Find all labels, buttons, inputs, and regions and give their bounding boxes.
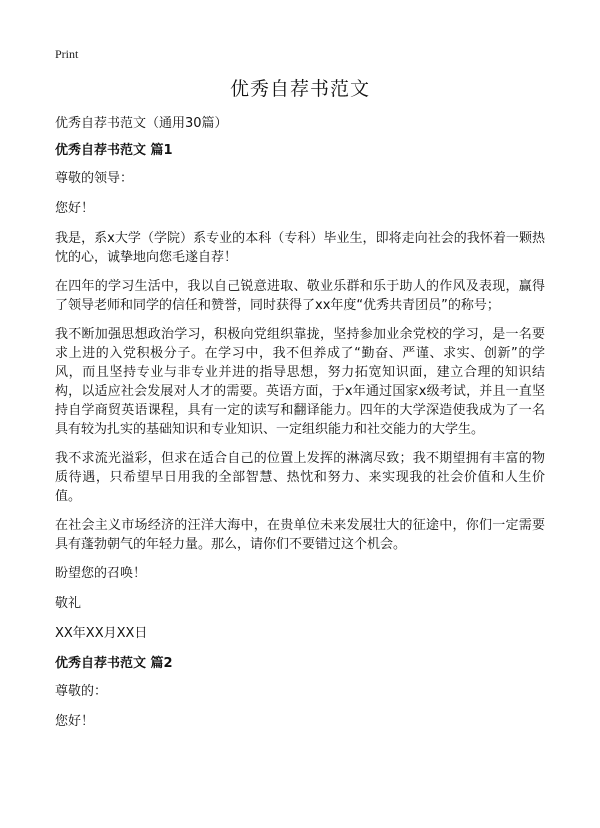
paragraph: 在社会主义市场经济的汪洋大海中，在贵单位未来发展壮大的征途中，你们一定需要具有蓬勃朝气的年轻力量。那么，请你们不要错过这个机会。 [55, 518, 545, 552]
paragraph: 在四年的学习生活中，我以自己锐意进取、敬业乐群和乐于助人的作风及表现，赢得了领导老师和同学的信任和赞誉，同时获得了xx年度“优秀共青团员”的称号； [55, 279, 545, 313]
print-link[interactable]: Print [55, 47, 79, 61]
section-heading: 优秀自荐书范文 篇2 [55, 656, 173, 671]
paragraph: 我不求流光溢彩，但求在适合自己的位置上发挥的淋漓尽致；我不期望拥有丰富的物质待遇，只希望早日用我的全部智慧、热忱和努力、来实现我的社会价值和人生价值。 [55, 451, 545, 504]
document-title: 优秀自荐书范文 [229, 78, 370, 100]
closing-line: 盼望您的召唤！ [55, 566, 147, 581]
document-subtitle: 优秀自荐书范文（通用30篇） [55, 116, 228, 131]
date-line: XX年XX月XX日 [55, 626, 148, 641]
salutation: 尊敬的： [55, 684, 108, 699]
greeting: 您好！ [55, 714, 95, 729]
section-heading: 优秀自荐书范文 篇1 [55, 143, 173, 158]
closing-regards: 敬礼 [55, 596, 82, 611]
salutation: 尊敬的领导： [55, 171, 134, 186]
paragraph: 我是，系x大学（学院）系专业的本科（专科）毕业生，即将走向社会的我怀着一颗热忱的心，诚挚地向您毛遂自荐！ [55, 231, 545, 265]
paragraph: 我不断加强思想政治学习，积极向党组织靠拢，坚持参加业余党校的学习，是一名要求上进的入党积极分子。在学习中，我不但养成了“勤奋、严谨、求实、创新”的学风，而且坚持专业与非专业并进的指导思想，努力拓宽知识面，建立合理的知识结构，以适应社会发展对人才的需要。英语方面，于x年通过国家x级考试，并且一直坚持自学商贸英语课程，具有一定的读写和翻译能力。四年的大学深造使我成为了一名具有较为扎实的基础知识和专业知识、一定组织能力和社交能力的大学生。 [55, 327, 545, 437]
greeting: 您好！ [55, 201, 95, 216]
